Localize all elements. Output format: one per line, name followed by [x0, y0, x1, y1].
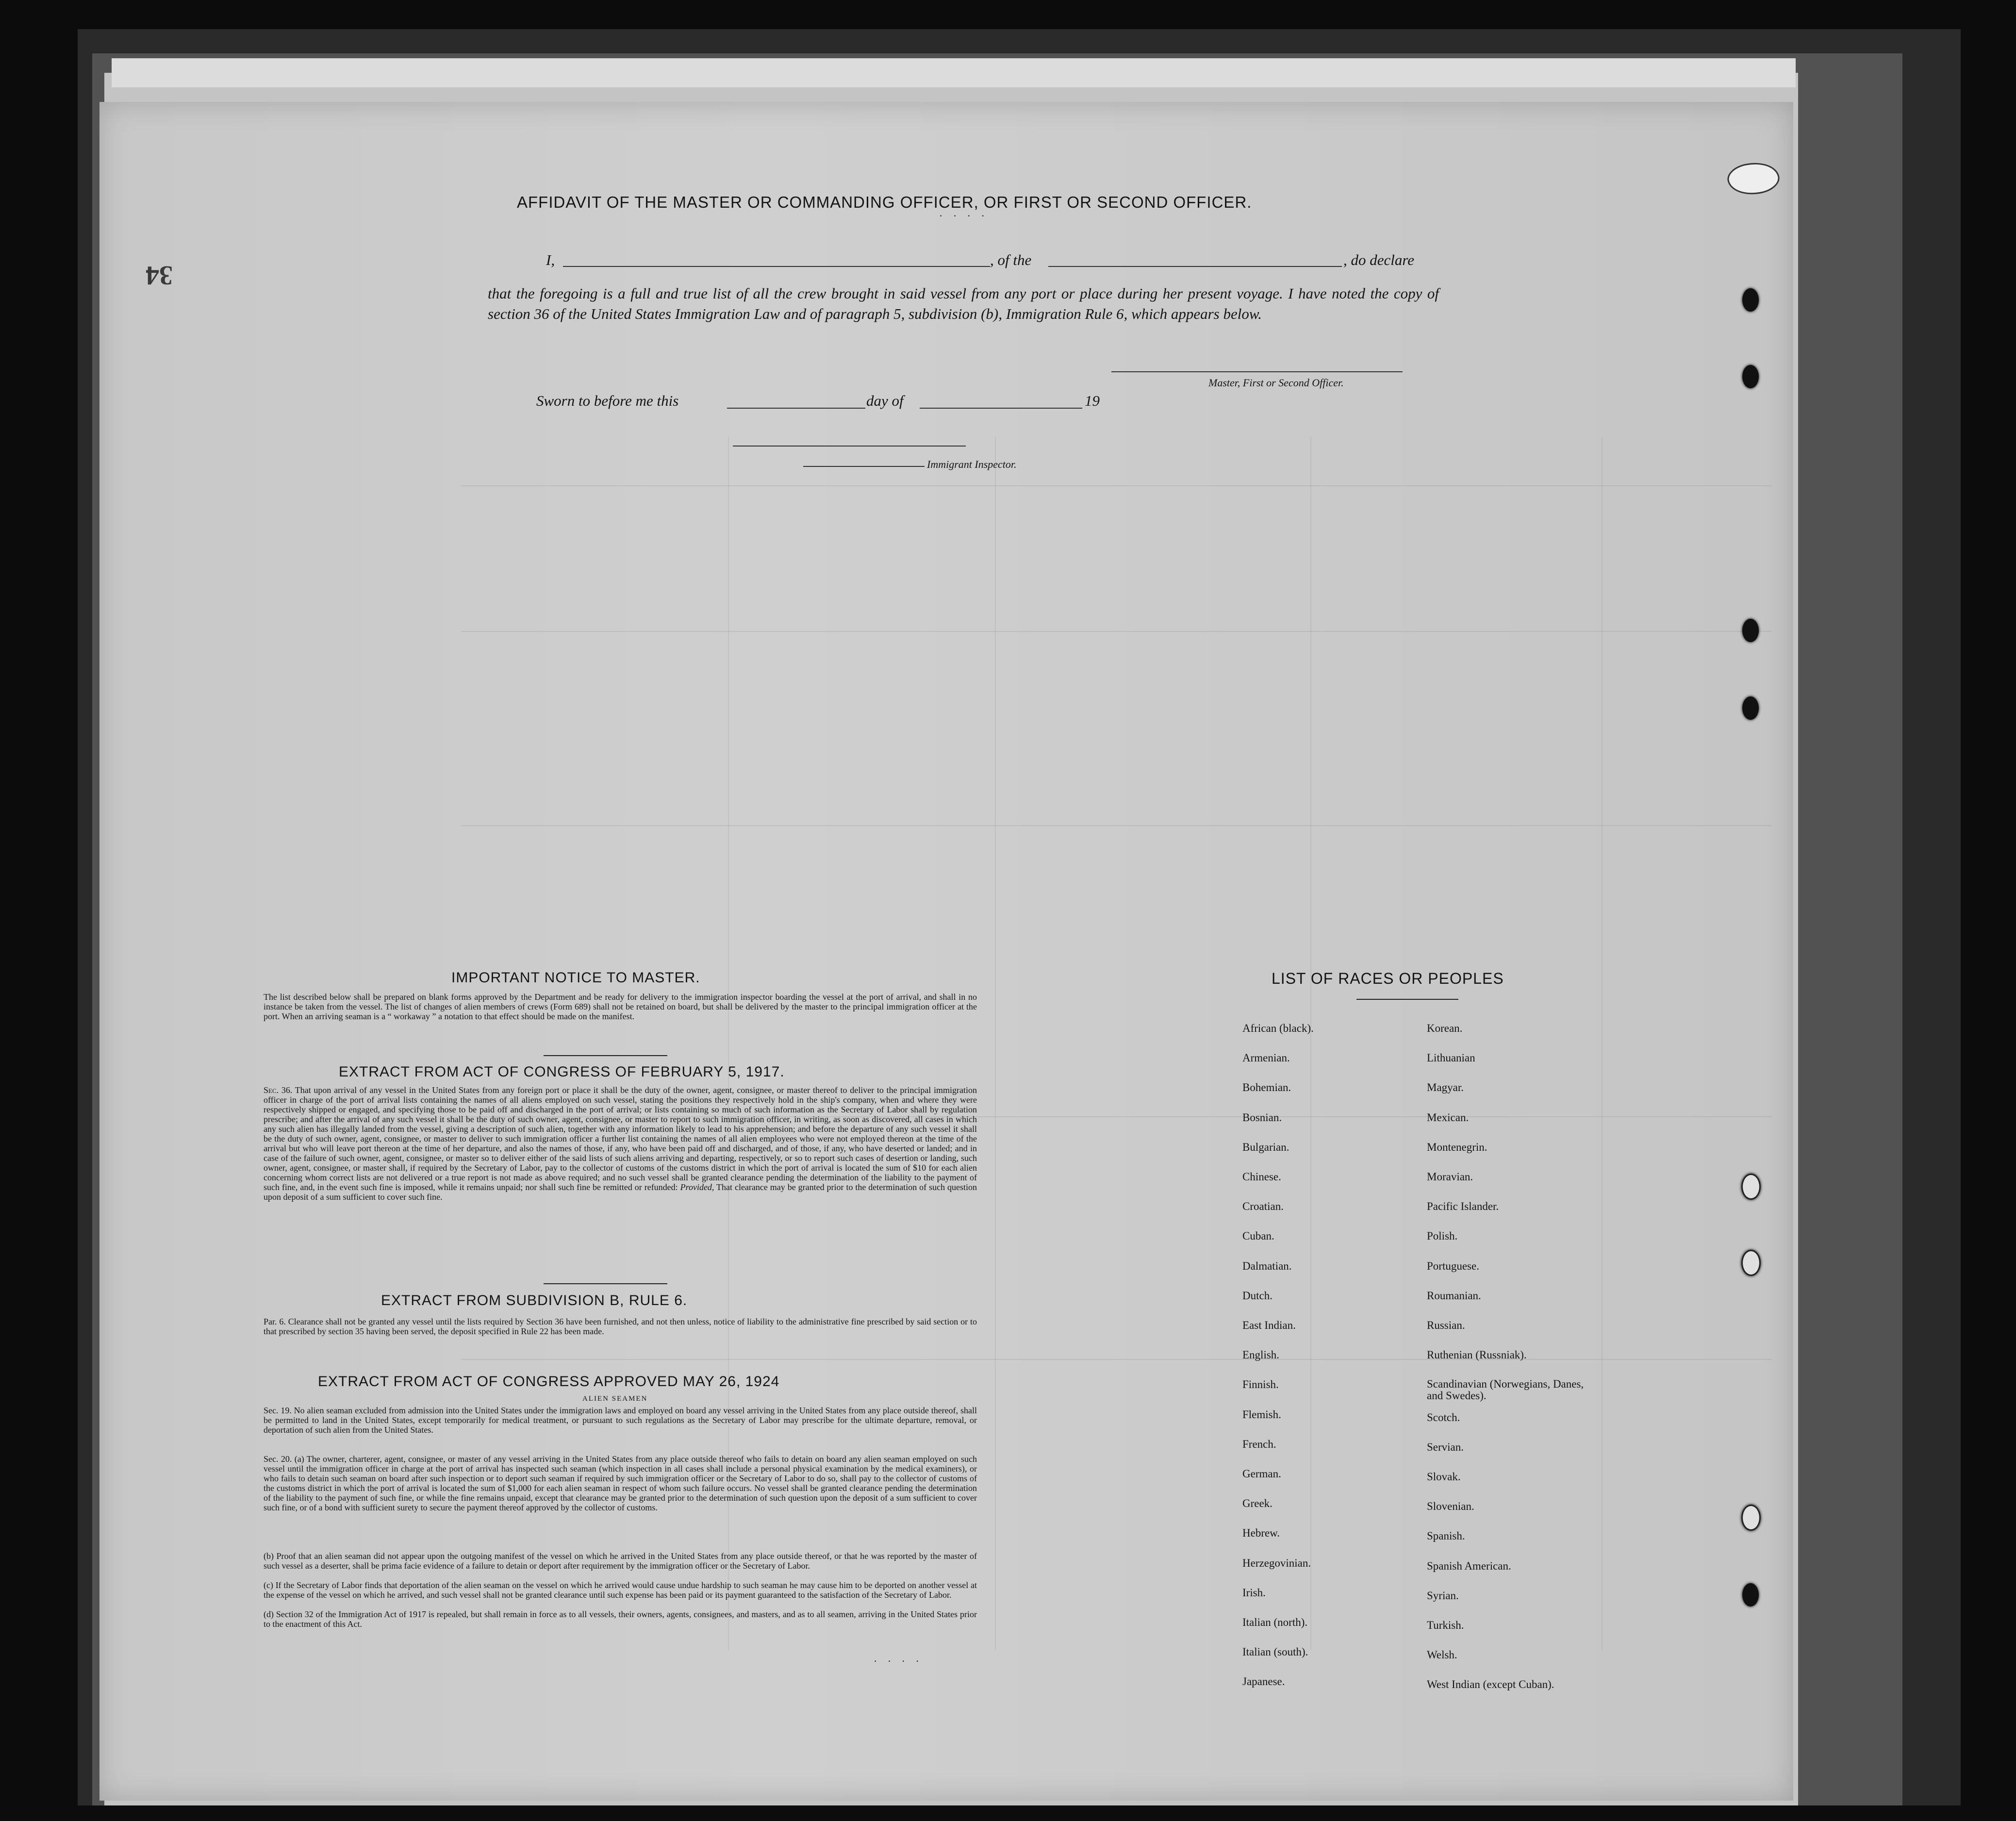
- punch-hole: [1741, 1174, 1761, 1200]
- proviso-text: That clearance may be granted prior to the determination of such question upon deposit of a sum sufficient to cover such fine.: [264, 1182, 977, 1202]
- races-title-rule: [1356, 999, 1458, 1000]
- punch-hole: [1742, 619, 1759, 642]
- extract-1924-sec20a: Sec. 20. (a) The owner, charterer, agent, consignee, or master of any vessel arriving in the United States from any place outside thereof who fails to detain on board any alien seaman employed on such vessel until the immigration officer in charge at the port of arrival has inspected such seaman (which inspection in all cases shall include a personal physical examination by the medical examiners), or who fails to detain such seaman on board after such inspection or to deport such seaman if required by such immigration officer or the Secretary of Labor to do so, shall pay to the collector of customs of the customs district in which the port of arrival is located the sum of $1,000 for each alien seaman in respect of whom such failure occurs. No vessel shall be granted clearance pending the determination of the liability to the payment of such fine, or while the fine remains unpaid, except that clearance may be granted prior to the determination of such question upon the deposit of a sum sufficient to cover such fine, or of a bond with sufficient surety to secure the payment thereof approved by the collector of customs.: [264, 1454, 977, 1512]
- race-item-left: Croatian.: [1242, 1200, 1284, 1213]
- race-item-left: Herzegovinian.: [1242, 1556, 1311, 1569]
- declarant-label: I,: [546, 251, 555, 268]
- bleed-through-column: [1310, 437, 1311, 1650]
- race-item-left: Irish.: [1242, 1586, 1266, 1599]
- page-number: 34: [146, 260, 173, 290]
- race-item-right: Slovenian.: [1427, 1500, 1474, 1513]
- race-item-left: Italian (south).: [1242, 1646, 1308, 1658]
- proviso-label: Provided,: [680, 1182, 714, 1192]
- race-item-left: Cuban.: [1242, 1230, 1274, 1242]
- race-item-left: Armenian.: [1242, 1052, 1290, 1064]
- officer-signature-label: Master, First or Second Officer.: [1208, 377, 1344, 389]
- notice-body: The list described below shall be prepared on blank forms approved by the Department and be ready for delivery to the immigration inspector boarding the vessel at the port of arrival, and shall in no instance be taken from the vessel. The list of changes of alien members of crews (Form 689) shall not be retained on board, but shall be delivered by the master to the principal immigration officer at the port. When an arriving seaman is a “ workaway ” a notation to that effect should be made on the manifest.: [264, 992, 977, 1021]
- extract-1924-sec19: Sec. 19. No alien seaman excluded from admission into the United States under the immigration laws and employed on board any vessel arriving in the United States from any place outside thereof, shall be permitted to land in the United States, except temporarily for medical treatment, or pursuant to such regulations as the Secretary of Labor may prescribe for the ultimate departure, removal, or deportation of such alien from the United States.: [264, 1406, 977, 1435]
- race-item-left: German.: [1242, 1468, 1281, 1480]
- race-item-right: West Indian (except Cuban).: [1427, 1678, 1554, 1691]
- race-item-left: East Indian.: [1242, 1319, 1296, 1331]
- bleed-through-line: [461, 1359, 1771, 1360]
- race-item-right: Russian.: [1427, 1319, 1465, 1331]
- sec-36-label: Sec. 36.: [264, 1085, 293, 1095]
- extract-rule6-body: Par. 6. Clearance shall not be granted any vessel until the lists required by Section 36 have been furnished, and not then unless, notice of liability to the administrative fine prescribed by said section or to that prescribed by section 35 having been served, the deposit specified in Rule 22 has been made.: [264, 1317, 977, 1336]
- race-item-left: Dalmatian.: [1242, 1259, 1292, 1272]
- extract-1924-sec20d: (d) Section 32 of the Immigration Act of 1917 is repealed, but shall remain in force as to all vessels, their owners, agents, consignees, and masters, and as to all seamen, arriving in the United States prior to the enactment of this Act.: [264, 1609, 977, 1629]
- extract-1917-title: EXTRACT FROM ACT OF CONGRESS OF FEBRUARY 5, 1917.: [339, 1064, 785, 1080]
- do-declare-label: , do declare: [1343, 251, 1415, 268]
- inspector-signature-line[interactable]: [803, 466, 925, 467]
- document-page: [99, 102, 1793, 1801]
- year-label: 19: [1085, 392, 1100, 409]
- race-item-left: Italian (north).: [1242, 1616, 1308, 1628]
- race-item-right: Scandinavian (Norwegians, Danes, and Swedes).: [1427, 1378, 1584, 1402]
- race-item-right: Lithuanian: [1427, 1052, 1475, 1064]
- race-item-left: African (black).: [1242, 1022, 1314, 1034]
- stacked-page-strip: [112, 58, 1796, 87]
- race-item-right: Spanish American.: [1427, 1559, 1511, 1572]
- race-item-right: Welsh.: [1427, 1649, 1457, 1661]
- race-item-right: Slovak.: [1427, 1471, 1461, 1483]
- races-title: LIST OF RACES OR PEOPLES: [1272, 970, 1504, 987]
- race-item-left: Hebrew.: [1242, 1527, 1280, 1540]
- day-of-label: day of: [866, 392, 904, 409]
- declarant-name-line[interactable]: [563, 266, 990, 267]
- race-item-right: Roumanian.: [1427, 1289, 1481, 1302]
- race-item-left: Flemish.: [1242, 1408, 1281, 1421]
- vessel-name-line[interactable]: [1048, 266, 1342, 267]
- bleed-through-column: [995, 437, 996, 1650]
- extract-1917-body: [264, 1085, 977, 1202]
- sworn-month-line[interactable]: [920, 408, 1082, 409]
- race-item-right: Pacific Islander.: [1427, 1200, 1499, 1213]
- extract-rule6-title: EXTRACT FROM SUBDIVISION B, RULE 6.: [381, 1292, 688, 1308]
- race-item-right: Turkish.: [1427, 1619, 1464, 1631]
- race-item-left: Dutch.: [1242, 1289, 1272, 1302]
- bleed-through-line: [461, 631, 1771, 632]
- race-item-right: Servian.: [1427, 1440, 1464, 1453]
- race-item-left: Bosnian.: [1242, 1111, 1282, 1124]
- punch-hole: [1742, 365, 1759, 388]
- race-item-left: Chinese.: [1242, 1171, 1281, 1183]
- affidavit-title: AFFIDAVIT OF THE MASTER OR COMMANDING OFFICER, OR FIRST OR SECOND OFFICER.: [517, 193, 1252, 211]
- race-item-left: Bohemian.: [1242, 1081, 1291, 1094]
- race-item-right: Portuguese.: [1427, 1259, 1479, 1272]
- punch-hole: [1741, 1505, 1761, 1531]
- punch-hole: [1741, 1250, 1761, 1276]
- inspector-label: Immigrant Inspector.: [927, 458, 1017, 470]
- extract-1924-subtitle: ALIEN SEAMEN: [582, 1395, 648, 1403]
- race-item-right: Mexican.: [1427, 1111, 1469, 1124]
- separator-marks: · · · ·: [939, 210, 989, 222]
- bleed-through-column: [1602, 437, 1603, 1650]
- race-item-left: Finnish.: [1242, 1378, 1279, 1391]
- section-divider: [544, 1283, 667, 1284]
- race-item-left: French.: [1242, 1438, 1276, 1450]
- punch-hole: [1742, 696, 1759, 720]
- affidavit-body: that the foregoing is a full and true list of all the crew brought in said vessel from any port or place during her present voyage. I have noted the copy of section 36 of the United States Immigration Law and of paragraph 5, subdivision (b), Immigration Rule 6, which appears below.: [488, 285, 1439, 322]
- section-divider: [544, 1055, 667, 1056]
- bleed-through-line: [461, 825, 1771, 826]
- race-item-left: English.: [1242, 1349, 1280, 1361]
- race-item-right: Moravian.: [1427, 1171, 1473, 1183]
- race-item-right: Spanish.: [1427, 1530, 1465, 1542]
- bleed-through-line: [461, 485, 1771, 486]
- race-item-left: Bulgarian.: [1242, 1141, 1289, 1153]
- inspector-signature-line-upper: [733, 446, 966, 447]
- race-item-right: Scotch.: [1427, 1411, 1460, 1424]
- race-item-right: Montenegrin.: [1427, 1141, 1487, 1153]
- extract-1924-sec20b: (b) Proof that an alien seaman did not appear upon the outgoing manifest of the vessel on which he arrived in the United States from any place outside thereof, or that he was reported by the master of such vessel as a deserter, shall be prima facie evidence of a failure to detain or deport after requirement by the immigration officer or the Secretary of Labor.: [264, 1551, 977, 1571]
- sworn-label: Sworn to before me this: [536, 392, 679, 409]
- race-item-left: Greek.: [1242, 1497, 1272, 1510]
- officer-signature-line[interactable]: [1111, 371, 1403, 372]
- race-item-right: Magyar.: [1427, 1081, 1464, 1094]
- notice-title: IMPORTANT NOTICE TO MASTER.: [451, 970, 700, 986]
- sec-36-text: That upon arrival of any vessel in the United States from any foreign port or place it shall be the duty of the owner, agent, consignee, or master thereof to deliver to the principal immigration officer in charge of the port of arrival lists containing the names of all aliens employed on such vessel, stating the positions they respectively hold in the ship's company, when and where they were respectively shipped or engaged, and specifying those to be paid off and discharged in the port of arrival; or lists containing so much of such information as the Secretary of Labor shall by regulation prescribe; and after the arrival of any such vessel it shall be the duty of such owner, agent, consignee, or master to report to such immigration officer, in writing, as soon as discovered, all cases in which any such alien has illegally landed from the vessel, giving a description of such alien, together with any information likely to lead to his apprehension; and before the departure of any such vessel it shall be the duty of such owner, agent, consignee, or master to deliver to such immigration officer a further list containing the names of all alien employees who were not employed thereon at the time of the arrival but who will leave port thereon at the time of her departure, and also the names of those, if any, who have been paid off and discharged, and of those, if any, who have deserted or landed; and in case of the failure of such owner, agent, consignee, or master so to deliver either of the said lists of such aliens arriving and departing, respectively, or so to report such cases of desertion or landing, such owner, agent, consignee, or master shall, if required by the Secretary of Labor, pay to the collector of customs of the customs district in which the port of arrival is located the sum of $10 for each alien concerning whom correct lists are not delivered or a true report is not made as above required; and no such vessel shall be granted clearance pending the determination of the liability to the payment of such fine, and, in the event such fine is imposed, while it remains unpaid; nor shall such fine be remitted or refunded:: [264, 1085, 977, 1192]
- race-item-right: Ruthenian (Russniak).: [1427, 1349, 1527, 1361]
- extract-1924-sec20c: (c) If the Secretary of Labor finds that deportation of the alien seaman on the vessel on which he arrived would cause undue hardship to such seaman he may cause him to be deported on another vessel at the expense of the vessel on which he arrived, and such vessel shall not be granted clearance until such expense has been paid or its payment guaranteed to the satisfaction of the Secretary of Labor.: [264, 1580, 977, 1600]
- of-the-label: , of the: [990, 251, 1032, 268]
- race-item-right: Polish.: [1427, 1230, 1458, 1242]
- race-item-right: Korean.: [1427, 1022, 1463, 1034]
- sworn-day-line[interactable]: [727, 408, 865, 409]
- punch-hole: [1742, 288, 1759, 312]
- race-item-right: Syrian.: [1427, 1589, 1459, 1602]
- stamp-marks: · · · ·: [874, 1655, 923, 1667]
- race-item-left: Japanese.: [1242, 1675, 1285, 1688]
- punch-hole: [1742, 1583, 1759, 1606]
- extract-1924-title: EXTRACT FROM ACT OF CONGRESS APPROVED MAY 26, 1924: [318, 1374, 780, 1390]
